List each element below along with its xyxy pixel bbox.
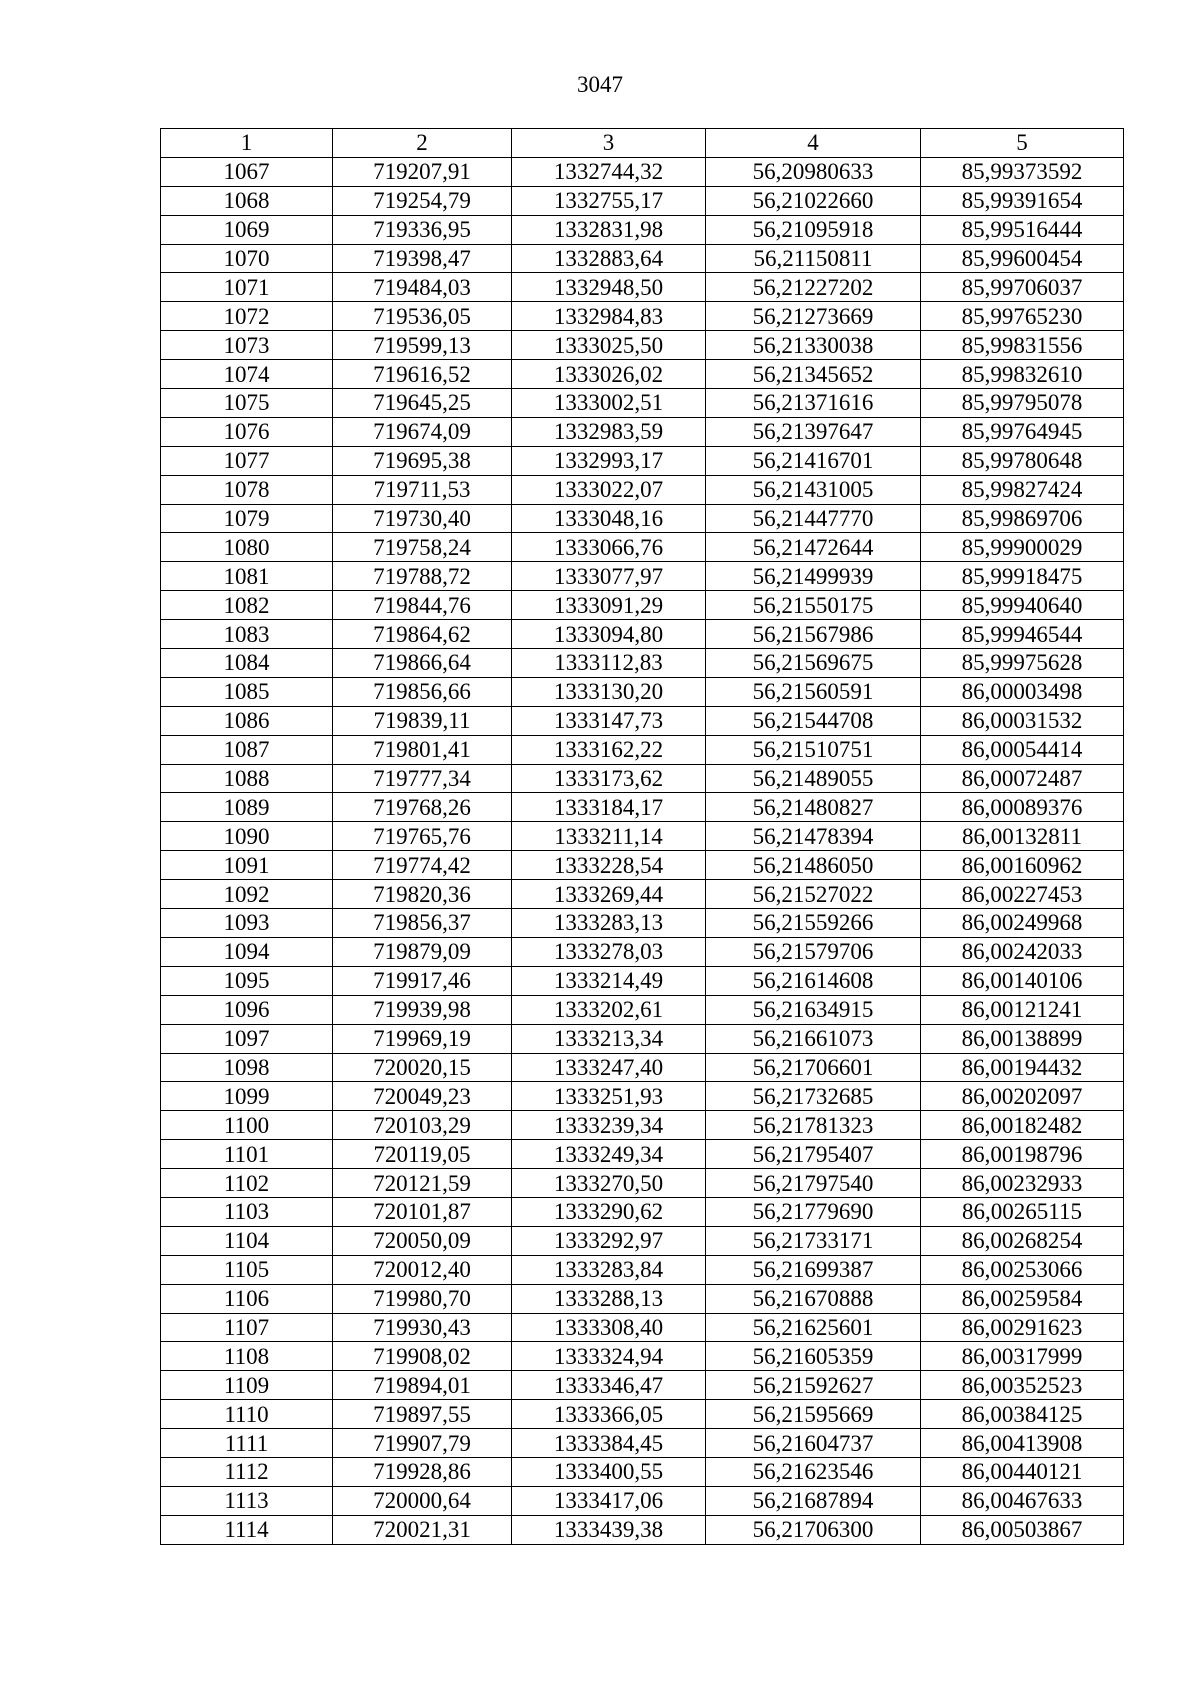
table-cell: 56,21592627	[706, 1371, 921, 1400]
table-cell: 1076	[161, 417, 333, 446]
table-cell: 56,21550175	[706, 591, 921, 620]
table-row	[161, 1197, 1124, 1226]
table-cell: 56,21797540	[706, 1169, 921, 1198]
table-cell: 1072	[161, 302, 333, 331]
table-cell: 1333147,73	[512, 706, 706, 735]
table-cell: 719801,41	[333, 735, 512, 764]
table-cell: 1112	[161, 1457, 333, 1486]
table-cell: 86,00440121	[921, 1457, 1124, 1486]
table-cell: 719864,62	[333, 620, 512, 649]
column-header: 1	[161, 129, 333, 158]
table-cell: 1086	[161, 706, 333, 735]
table-cell: 56,21604737	[706, 1429, 921, 1458]
table-cell: 1333251,93	[512, 1082, 706, 1111]
table-cell: 1333417,06	[512, 1486, 706, 1515]
table-row	[161, 562, 1124, 591]
table-row	[161, 302, 1124, 331]
table-cell: 1332984,83	[512, 302, 706, 331]
table-row	[161, 620, 1124, 649]
table-cell: 1101	[161, 1140, 333, 1169]
table-row	[161, 764, 1124, 793]
table-cell: 56,21706300	[706, 1515, 921, 1544]
table-cell: 86,00160962	[921, 851, 1124, 880]
table-row	[161, 273, 1124, 302]
table-cell: 56,21227202	[706, 273, 921, 302]
table-cell: 1087	[161, 735, 333, 764]
table-row	[161, 244, 1124, 273]
table-cell: 1073	[161, 331, 333, 360]
table-cell: 719908,02	[333, 1342, 512, 1371]
table-cell: 1097	[161, 1024, 333, 1053]
table-cell: 719980,70	[333, 1284, 512, 1313]
table-cell: 1096	[161, 995, 333, 1024]
table-cell: 1333214,49	[512, 966, 706, 995]
coordinates-table	[160, 128, 1124, 1545]
table-cell: 1111	[161, 1429, 333, 1458]
table-row	[161, 331, 1124, 360]
table-cell: 1333239,34	[512, 1111, 706, 1140]
table-cell: 719939,98	[333, 995, 512, 1024]
table-cell: 86,00089376	[921, 793, 1124, 822]
table-row	[161, 851, 1124, 880]
table-row	[161, 446, 1124, 475]
table-cell: 86,00265115	[921, 1197, 1124, 1226]
table-cell: 56,21510751	[706, 735, 921, 764]
table-cell: 56,21634915	[706, 995, 921, 1024]
table-cell: 1333173,62	[512, 764, 706, 793]
table-cell: 86,00031532	[921, 706, 1124, 735]
table-cell: 1102	[161, 1169, 333, 1198]
table-cell: 1333247,40	[512, 1053, 706, 1082]
table-row	[161, 1255, 1124, 1284]
table-cell: 1084	[161, 649, 333, 678]
table-cell: 85,99831556	[921, 331, 1124, 360]
table-cell: 720012,40	[333, 1255, 512, 1284]
table-cell: 1091	[161, 851, 333, 880]
table-cell: 1333112,83	[512, 649, 706, 678]
table-cell: 719774,42	[333, 851, 512, 880]
table-cell: 85,99795078	[921, 389, 1124, 418]
table-cell: 1090	[161, 822, 333, 851]
table-cell: 56,20980633	[706, 157, 921, 186]
table-row	[161, 504, 1124, 533]
table-cell: 719928,86	[333, 1457, 512, 1486]
table-cell: 1333439,38	[512, 1515, 706, 1544]
table-cell: 1333249,34	[512, 1140, 706, 1169]
table-cell: 86,00317999	[921, 1342, 1124, 1371]
table-cell: 1332883,64	[512, 244, 706, 273]
table-cell: 86,00182482	[921, 1111, 1124, 1140]
table-cell: 1088	[161, 764, 333, 793]
table-cell: 56,21579706	[706, 937, 921, 966]
table-cell: 719856,66	[333, 677, 512, 706]
table-cell: 1071	[161, 273, 333, 302]
table-cell: 719856,37	[333, 909, 512, 938]
table-header	[161, 129, 1124, 158]
table-cell: 86,00132811	[921, 822, 1124, 851]
table-cell: 56,21560591	[706, 677, 921, 706]
table-cell: 86,00259584	[921, 1284, 1124, 1313]
table-cell: 56,21431005	[706, 475, 921, 504]
table-cell: 56,21489055	[706, 764, 921, 793]
table-cell: 1114	[161, 1515, 333, 1544]
table-cell: 56,21779690	[706, 1197, 921, 1226]
table-row	[161, 417, 1124, 446]
table-cell: 56,21614608	[706, 966, 921, 995]
table-cell: 719969,19	[333, 1024, 512, 1053]
table-cell: 719930,43	[333, 1313, 512, 1342]
table-cell: 1333091,29	[512, 591, 706, 620]
table-row	[161, 1082, 1124, 1111]
table-cell: 720049,23	[333, 1082, 512, 1111]
table-cell: 1078	[161, 475, 333, 504]
table-cell: 1332983,59	[512, 417, 706, 446]
table-cell: 1103	[161, 1197, 333, 1226]
table-cell: 56,21397647	[706, 417, 921, 446]
table-row	[161, 533, 1124, 562]
table-cell: 1333278,03	[512, 937, 706, 966]
table-cell: 719894,01	[333, 1371, 512, 1400]
table-cell: 86,00054414	[921, 735, 1124, 764]
page-number: 3047	[577, 72, 623, 97]
table-cell: 719879,09	[333, 937, 512, 966]
table-cell: 1108	[161, 1342, 333, 1371]
table-cell: 56,21699387	[706, 1255, 921, 1284]
table-cell: 1070	[161, 244, 333, 273]
column-header: 2	[333, 129, 512, 158]
table-cell: 85,99764945	[921, 417, 1124, 446]
table-row	[161, 186, 1124, 215]
table-cell: 719768,26	[333, 793, 512, 822]
column-header: 5	[921, 129, 1124, 158]
table-cell: 56,21345652	[706, 360, 921, 389]
table-cell: 1333048,16	[512, 504, 706, 533]
table-cell: 85,99940640	[921, 591, 1124, 620]
table-cell: 1333184,17	[512, 793, 706, 822]
table-cell: 720119,05	[333, 1140, 512, 1169]
table-cell: 1333324,94	[512, 1342, 706, 1371]
table-cell: 56,21687894	[706, 1486, 921, 1515]
table-row	[161, 880, 1124, 909]
table-cell: 1077	[161, 446, 333, 475]
table-cell: 1083	[161, 620, 333, 649]
table-cell: 85,99373592	[921, 157, 1124, 186]
table-cell: 1093	[161, 909, 333, 938]
table-cell: 1085	[161, 677, 333, 706]
table-cell: 86,00140106	[921, 966, 1124, 995]
table-cell: 1105	[161, 1255, 333, 1284]
table-cell: 56,21569675	[706, 649, 921, 678]
table-cell: 720021,31	[333, 1515, 512, 1544]
table-cell: 719599,13	[333, 331, 512, 360]
table-cell: 85,99946544	[921, 620, 1124, 649]
table-row	[161, 966, 1124, 995]
table-row	[161, 1140, 1124, 1169]
table-cell: 1333384,45	[512, 1429, 706, 1458]
table-cell: 1333400,55	[512, 1457, 706, 1486]
table-cell: 719536,05	[333, 302, 512, 331]
table-cell: 56,21416701	[706, 446, 921, 475]
table-cell: 1332755,17	[512, 186, 706, 215]
table-cell: 86,00072487	[921, 764, 1124, 793]
table-cell: 719758,24	[333, 533, 512, 562]
table-cell: 1075	[161, 389, 333, 418]
table-cell: 86,00352523	[921, 1371, 1124, 1400]
table-cell: 85,99827424	[921, 475, 1124, 504]
table-row	[161, 995, 1124, 1024]
table-row	[161, 1284, 1124, 1313]
table-cell: 1095	[161, 966, 333, 995]
table-row	[161, 475, 1124, 504]
table-cell: 56,21486050	[706, 851, 921, 880]
table-cell: 56,21781323	[706, 1111, 921, 1140]
table-cell: 86,00202097	[921, 1082, 1124, 1111]
table-cell: 719788,72	[333, 562, 512, 591]
table-row	[161, 822, 1124, 851]
table-cell: 56,21544708	[706, 706, 921, 735]
table-cell: 1089	[161, 793, 333, 822]
table-row	[161, 1429, 1124, 1458]
table-row	[161, 1342, 1124, 1371]
table-cell: 719207,91	[333, 157, 512, 186]
table-cell: 719645,25	[333, 389, 512, 418]
table-cell: 719777,34	[333, 764, 512, 793]
table-cell: 720101,87	[333, 1197, 512, 1226]
table-row	[161, 937, 1124, 966]
table-cell: 56,21706601	[706, 1053, 921, 1082]
table-cell: 719484,03	[333, 273, 512, 302]
table-cell: 1333026,02	[512, 360, 706, 389]
table-cell: 1092	[161, 880, 333, 909]
table-cell: 85,99391654	[921, 186, 1124, 215]
table-cell: 56,21478394	[706, 822, 921, 851]
table-row	[161, 706, 1124, 735]
table-cell: 1333283,13	[512, 909, 706, 938]
table-cell: 720121,59	[333, 1169, 512, 1198]
table-cell: 56,21670888	[706, 1284, 921, 1313]
table-cell: 85,99765230	[921, 302, 1124, 331]
table-row	[161, 1313, 1124, 1342]
table-cell: 56,21625601	[706, 1313, 921, 1342]
table-cell: 1100	[161, 1111, 333, 1140]
table-row	[161, 1226, 1124, 1255]
table-row	[161, 735, 1124, 764]
table-cell: 1079	[161, 504, 333, 533]
table-row	[161, 1371, 1124, 1400]
table-row	[161, 389, 1124, 418]
table-row	[161, 1053, 1124, 1082]
table-cell: 56,21095918	[706, 215, 921, 244]
table-cell: 1080	[161, 533, 333, 562]
table-row	[161, 1169, 1124, 1198]
table-cell: 720020,15	[333, 1053, 512, 1082]
table-row	[161, 909, 1124, 938]
table-cell: 56,21605359	[706, 1342, 921, 1371]
table-row	[161, 1111, 1124, 1140]
table-cell: 56,21567986	[706, 620, 921, 649]
table-cell: 86,00291623	[921, 1313, 1124, 1342]
table-cell: 56,21371616	[706, 389, 921, 418]
table-cell: 719917,46	[333, 966, 512, 995]
table-cell: 1333130,20	[512, 677, 706, 706]
table-cell: 1107	[161, 1313, 333, 1342]
table-cell: 1081	[161, 562, 333, 591]
table-cell: 86,00198796	[921, 1140, 1124, 1169]
table-cell: 1074	[161, 360, 333, 389]
table-cell: 1332948,50	[512, 273, 706, 302]
table-cell: 86,00138899	[921, 1024, 1124, 1053]
table-cell: 56,21447770	[706, 504, 921, 533]
table-cell: 85,99600454	[921, 244, 1124, 273]
table-cell: 1333283,84	[512, 1255, 706, 1284]
table-cell: 719711,53	[333, 475, 512, 504]
table-cell: 86,00121241	[921, 995, 1124, 1024]
table-cell: 56,21480827	[706, 793, 921, 822]
table-cell: 56,21623546	[706, 1457, 921, 1486]
table-cell: 56,21732685	[706, 1082, 921, 1111]
table-cell: 719730,40	[333, 504, 512, 533]
table-cell: 1332993,17	[512, 446, 706, 475]
table-row	[161, 1400, 1124, 1429]
table-cell: 1333211,14	[512, 822, 706, 851]
table-cell: 1333308,40	[512, 1313, 706, 1342]
table-cell: 1109	[161, 1371, 333, 1400]
table-cell: 1333066,76	[512, 533, 706, 562]
table-row	[161, 649, 1124, 678]
table-cell: 1333077,97	[512, 562, 706, 591]
table-cell: 720000,64	[333, 1486, 512, 1515]
table-cell: 1333002,51	[512, 389, 706, 418]
table-cell: 719897,55	[333, 1400, 512, 1429]
table-row	[161, 157, 1124, 186]
table-cell: 85,99975628	[921, 649, 1124, 678]
table-cell: 85,99900029	[921, 533, 1124, 562]
table-cell: 56,21733171	[706, 1226, 921, 1255]
table-cell: 1333270,50	[512, 1169, 706, 1198]
table-cell: 1069	[161, 215, 333, 244]
table-cell: 86,00003498	[921, 677, 1124, 706]
table-row	[161, 793, 1124, 822]
table-cell: 1333162,22	[512, 735, 706, 764]
table-row	[161, 215, 1124, 244]
table-cell: 85,99780648	[921, 446, 1124, 475]
table-cell: 1110	[161, 1400, 333, 1429]
header-row	[161, 129, 1124, 158]
table-cell: 1098	[161, 1053, 333, 1082]
table-cell: 86,00194432	[921, 1053, 1124, 1082]
table-cell: 56,21559266	[706, 909, 921, 938]
table-cell: 1104	[161, 1226, 333, 1255]
table-cell: 1333094,80	[512, 620, 706, 649]
table-cell: 719616,52	[333, 360, 512, 389]
table-cell: 1333022,07	[512, 475, 706, 504]
table-cell: 719695,38	[333, 446, 512, 475]
table-cell: 1094	[161, 937, 333, 966]
table-body	[161, 157, 1124, 1544]
table-cell: 719254,79	[333, 186, 512, 215]
table-cell: 1068	[161, 186, 333, 215]
table-cell: 1067	[161, 157, 333, 186]
table-cell: 85,99869706	[921, 504, 1124, 533]
table-cell: 719866,64	[333, 649, 512, 678]
table-cell: 719336,95	[333, 215, 512, 244]
column-header: 4	[706, 129, 921, 158]
table-cell: 719844,76	[333, 591, 512, 620]
table-cell: 56,21273669	[706, 302, 921, 331]
table-cell: 85,99918475	[921, 562, 1124, 591]
table-cell: 86,00249968	[921, 909, 1124, 938]
table-row	[161, 1457, 1124, 1486]
table-cell: 1333213,34	[512, 1024, 706, 1053]
table-cell: 1333025,50	[512, 331, 706, 360]
table-cell: 1082	[161, 591, 333, 620]
table-cell: 1333269,44	[512, 880, 706, 909]
table-cell: 1333202,61	[512, 995, 706, 1024]
table-cell: 56,21795407	[706, 1140, 921, 1169]
table-cell: 719907,79	[333, 1429, 512, 1458]
table-cell: 86,00253066	[921, 1255, 1124, 1284]
table-cell: 86,00413908	[921, 1429, 1124, 1458]
table-cell: 719765,76	[333, 822, 512, 851]
table-cell: 85,99832610	[921, 360, 1124, 389]
table-cell: 56,21527022	[706, 880, 921, 909]
table-row	[161, 1515, 1124, 1544]
table-cell: 86,00503867	[921, 1515, 1124, 1544]
table-cell: 1333366,05	[512, 1400, 706, 1429]
table-cell: 85,99706037	[921, 273, 1124, 302]
table-cell: 1333228,54	[512, 851, 706, 880]
table-row	[161, 360, 1124, 389]
table-cell: 719820,36	[333, 880, 512, 909]
table-cell: 56,21661073	[706, 1024, 921, 1053]
table-cell: 1106	[161, 1284, 333, 1313]
table-cell: 720103,29	[333, 1111, 512, 1140]
table-cell: 719398,47	[333, 244, 512, 273]
table-cell: 86,00227453	[921, 880, 1124, 909]
table-cell: 720050,09	[333, 1226, 512, 1255]
table-cell: 56,21499939	[706, 562, 921, 591]
table-cell: 56,21150811	[706, 244, 921, 273]
table-cell: 1333290,62	[512, 1197, 706, 1226]
table-row	[161, 1486, 1124, 1515]
column-header: 3	[512, 129, 706, 158]
table-cell: 85,99516444	[921, 215, 1124, 244]
table-cell: 1333292,97	[512, 1226, 706, 1255]
table-cell: 86,00268254	[921, 1226, 1124, 1255]
table-cell: 1113	[161, 1486, 333, 1515]
table-cell: 1332831,98	[512, 215, 706, 244]
table-cell: 56,21595669	[706, 1400, 921, 1429]
table-cell: 86,00467633	[921, 1486, 1124, 1515]
table-cell: 1333346,47	[512, 1371, 706, 1400]
table-cell: 56,21022660	[706, 186, 921, 215]
table-cell: 86,00232933	[921, 1169, 1124, 1198]
table-cell: 719839,11	[333, 706, 512, 735]
table-cell: 719674,09	[333, 417, 512, 446]
table-cell: 1333288,13	[512, 1284, 706, 1313]
table-row	[161, 591, 1124, 620]
table-row	[161, 677, 1124, 706]
table-cell: 1332744,32	[512, 157, 706, 186]
table-row	[161, 1024, 1124, 1053]
table-cell: 56,21472644	[706, 533, 921, 562]
table-cell: 1099	[161, 1082, 333, 1111]
table-cell: 86,00242033	[921, 937, 1124, 966]
table-cell: 86,00384125	[921, 1400, 1124, 1429]
table-cell: 56,21330038	[706, 331, 921, 360]
